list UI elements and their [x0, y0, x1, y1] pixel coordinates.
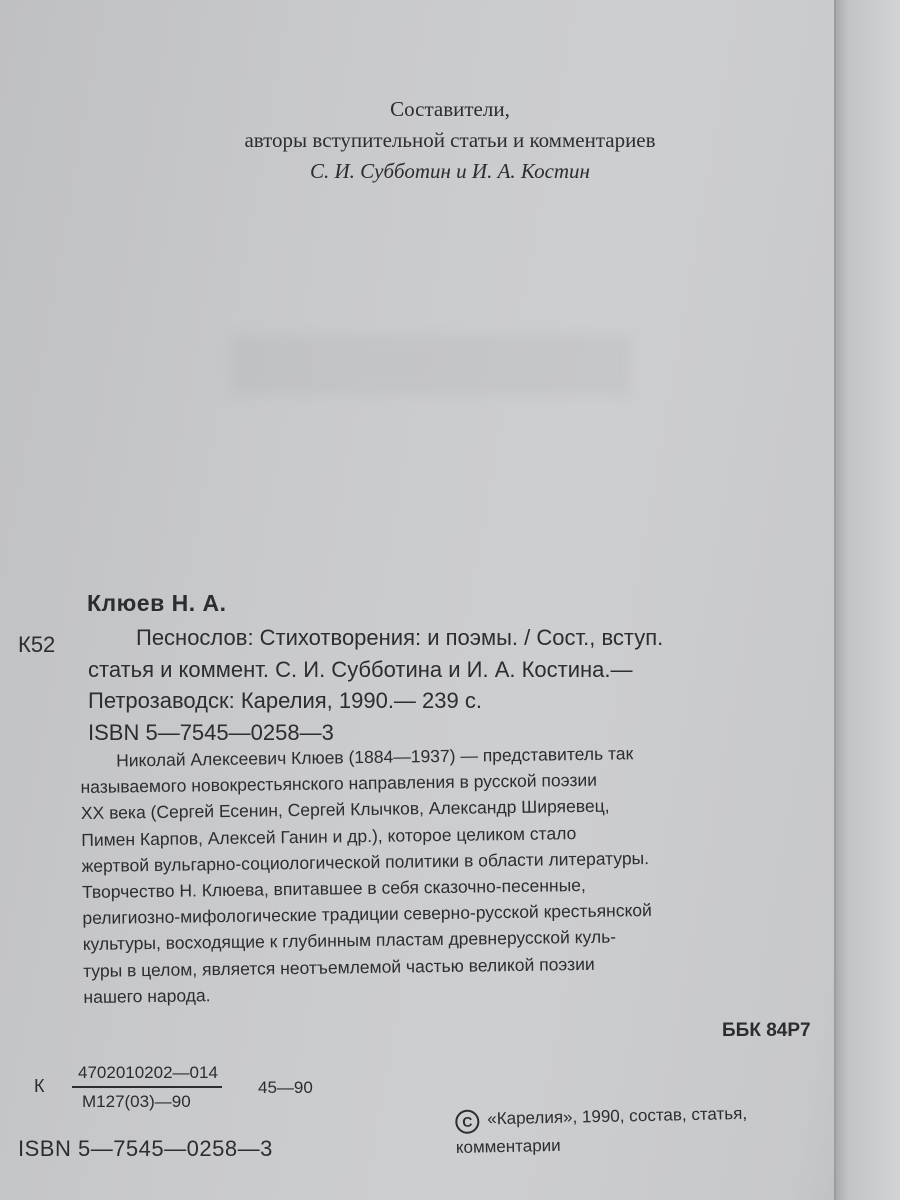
annotation-line: нашего народа. — [83, 985, 211, 1007]
annotation-line: жертвой вульгарно-социологической политики в области литературы. — [81, 847, 650, 876]
annotation-line: религиозно-мифологические традиции северно-русской крестьянской — [82, 900, 653, 929]
copyright-notice — [455, 1100, 748, 1162]
publishing-code-denominator: М127(03)—90 — [82, 1092, 191, 1111]
annotation-line: туры в целом, является неотъемлемой частью великой поэзии — [82, 953, 595, 981]
price-code: 45—90 — [258, 1078, 313, 1097]
copyright-icon: C — [455, 1109, 479, 1133]
classification-code: К52 — [18, 632, 56, 657]
annotation-line: Николай Алексеевич Клюев (1884—1937) — представитель так — [116, 743, 634, 771]
isbn-bottom: ISBN 5—7545—0258—3 — [18, 1136, 273, 1161]
compilers-names: С. И. Субботин и И. А. Костин — [310, 159, 590, 183]
biblio-line-1: Песнослов: Стихотворения: и поэмы. / Сост., вступ. — [136, 625, 664, 650]
annotation-line: XX века (Сергей Есенин, Сергей Клычков, Александр Ширяевец, — [80, 796, 610, 824]
compilers-block — [0, 94, 900, 187]
biblio-isbn: ISBN 5—7545—0258—3 — [88, 719, 334, 745]
annotation-line: культуры, восходящие к глубинным пластам древнерусской куль- — [82, 926, 617, 955]
copyright-line-1: «Карелия», 1990, состав, статья, — [487, 1103, 748, 1129]
catalog-author: Клюев Н. А. — [87, 590, 227, 616]
publishing-code-letter: К — [34, 1076, 45, 1096]
show-through-text — [230, 335, 630, 395]
bibliographic-description — [88, 622, 664, 748]
annotation — [80, 740, 653, 1010]
biblio-line-3: Петрозаводск: Карелия, 1990.— 239 с. — [88, 688, 482, 713]
compilers-heading: Составители, — [390, 97, 510, 121]
publishing-code-fraction — [72, 1063, 222, 1112]
biblio-line-2: статья и коммент. С. И. Субботина и И. А. Костина.— — [88, 656, 633, 682]
copyright-line-2: комментарии — [455, 1135, 561, 1157]
annotation-line: Творчество Н. Клюева, впитавшее в себя сказочно-песенные, — [81, 874, 586, 903]
annotation-line: Пимен Карпов, Алексей Ганин и др.), которое целиком стало — [81, 822, 577, 850]
annotation-line: называемого новокрестьянского направления в русской поэзии — [80, 769, 598, 798]
publishing-code-numerator: 4702010202—014 — [72, 1063, 222, 1088]
bbk-code: ББК 84Р7 — [722, 1020, 811, 1041]
compilers-role: авторы вступительной статьи и комментариев — [244, 128, 656, 152]
